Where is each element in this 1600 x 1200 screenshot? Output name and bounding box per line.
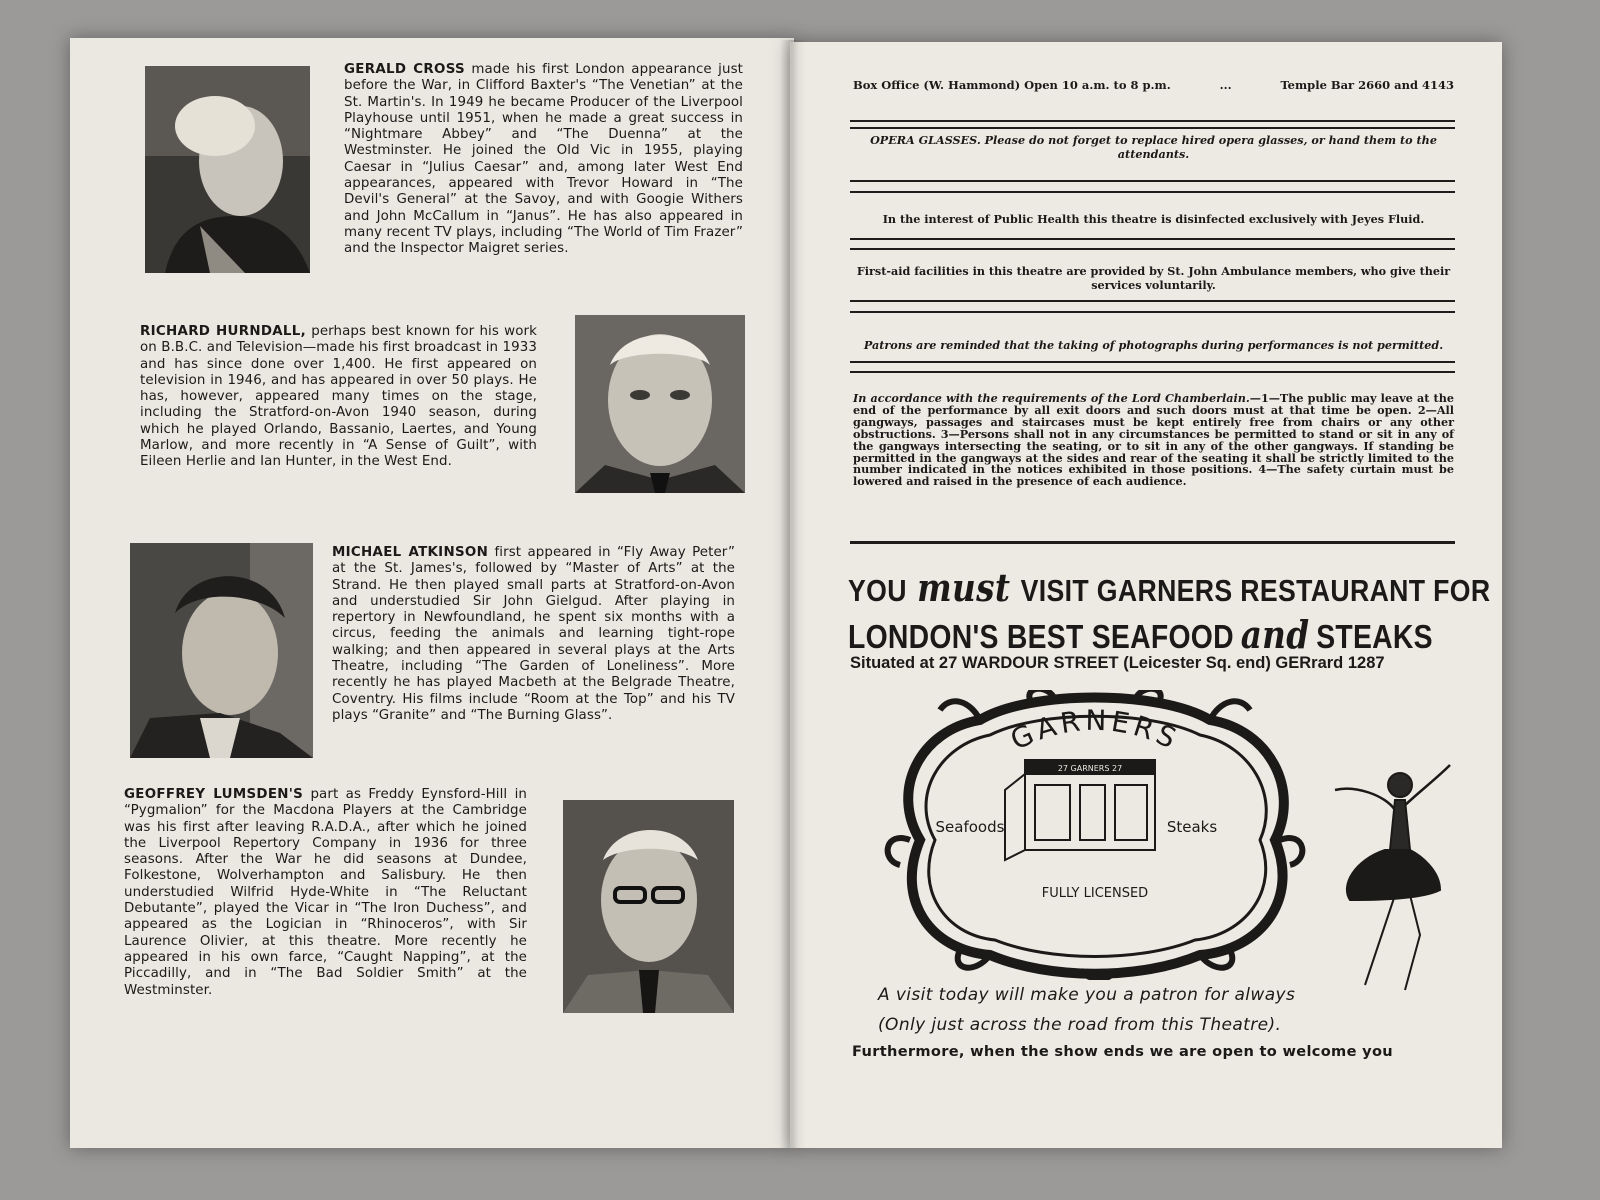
ad-address: Situated at 27 WARDOUR STREET (Leicester Sq. end) GERrard 1287 — [850, 654, 1385, 672]
bio-text: made his first London appearance just before the War, in Clifford Baxter's “The Venetian” at the St. Martin's. In 1949 he became Producer of the Liverpool Playhouse until 1951, when he made a great success in “Nightmare Abbey” and “The Duenna” at the Westminster. He joined the Old Vic in 1955, playing Caesar in “Julius Caesar” and, among later West End appearances, appeared with Trevor Howard in “The Devil's General” at the Savoy, and with Googie Withers and John McCallum in “Janus”. He has also appeared in many recent TV plays, including “The World of Tim Frazer” and the Inspector Maigret series. — [344, 62, 743, 257]
divider-rule — [850, 127, 1455, 129]
lord-chamberlain-rules-1: —1—The public may leave at the end of the performance by all exit doors and such doors must at that time be open. 2—All gangways, passages and staircases must be kept entirely free from chairs or — [853, 391, 1454, 429]
photo-michael-atkinson — [130, 543, 313, 758]
shopfront-sign: 27 GARNERS 27 — [1057, 764, 1123, 773]
bio-michael-atkinson — [332, 545, 735, 724]
lord-chamberlain-obstructions: any other obstructions. — [853, 414, 1454, 441]
ad-headline-steaks: STEAKS — [1316, 618, 1433, 655]
bio-name: MICHAEL ATKINSON — [332, 545, 489, 560]
box-office-phone: Temple Bar 2660 and 4143 — [1280, 78, 1454, 92]
divider-rule — [850, 191, 1455, 193]
bio-name: GEOFFREY LUMSDEN'S — [124, 787, 304, 802]
lord-chamberlain-intro: In accordance with the requirements of the Lord Chamberlain. — [853, 391, 1250, 405]
logo-name: GARNERS — [1005, 703, 1185, 757]
ad-headline-2 — [848, 612, 1433, 658]
box-office-notice — [853, 79, 1454, 93]
box-office-hours: Box Office (W. Hammond) Open 10 a.m. to 8 p.m. — [853, 78, 1171, 92]
logo-steaks: Steaks — [1166, 818, 1218, 836]
divider-rule — [850, 300, 1455, 302]
photographs-notice: Patrons are reminded that the taking of photographs during performances is not permitted. — [863, 338, 1444, 352]
divider-rule — [850, 311, 1455, 313]
photo-richard-hurndall — [575, 315, 745, 493]
ad-headline-1 — [848, 565, 1491, 611]
ad-headline-and: and — [1240, 612, 1310, 657]
public-health-notice: In the interest of Public Health this theatre is disinfected exclusively with Jeyes Fluid. — [882, 212, 1425, 226]
divider-rule — [850, 371, 1455, 373]
box-office-dots: ... — [1219, 78, 1232, 92]
ad-headline-visit: VISIT GARNERS RESTAURANT FOR — [1020, 573, 1491, 608]
bio-name: RICHARD HURNDALL, — [140, 324, 306, 339]
divider-rule — [850, 120, 1455, 122]
bio-text: first appeared in “Fly Away Peter” at the St. James's, followed by “Master of Arts” at the Strand. He then played small parts at Stratford-on-Avon and understudied Sir John Gielgud. After playing in repertory in Newfoundland, he spent six months with a circus, feeding the animals and learning tight-rope walking; and then appeared in several plays at the Arts Theatre, including “The Garden of Loneliness”. More recently he has played Macbeth at the Belgrade Theatre, Coventry. His films include “Room at the Top” and his TV plays “Granite” and “The Burning Glass”. — [332, 545, 735, 723]
ad-footer: Furthermore, when the show ends we are open to welcome you — [852, 1043, 1393, 1060]
bio-geoffrey-lumsden — [124, 787, 527, 999]
ad-tagline-2: (Only just across the road from this Theatre). — [878, 1015, 1282, 1035]
first-aid-notice: First-aid facilities in this theatre are provided by St. John Ambulance members, who give their services voluntarily. — [856, 264, 1451, 292]
ad-headline-you: YOU — [848, 573, 907, 608]
shopfront-illustration — [1005, 760, 1155, 860]
opera-glasses-label: OPERA GLASSES. — [870, 133, 981, 147]
lord-chamberlain-rules-2: 3—Persons shall not in any circumstances be permitted to stand or sit in any of the gangways intersecting the seating, or to sit in any of the other gangways. If standing be permitted in the gangways at the sides and rear of the seating it shall be strictly limited to the number indicated in the notices exhibited in those positions. 4—The safety curtain must be lowered and raised in the presence of each audience. — [853, 426, 1454, 489]
dancer-illustration — [1325, 760, 1460, 995]
divider-rule — [850, 238, 1455, 240]
book-spine — [780, 40, 806, 1148]
bio-text: part as Freddy Eynsford-Hill in “Pygmalion” for the Macdona Players at the Cambridge was his first after leaving R.A.D.A., after which he joined the Liverpool Repertory Company in 1936 for three seasons. After the War he did seasons at Dundee, Folkestone, Wolverhampton and Salisbury. He then understudied Wilfrid Hyde-White in “The Reluctant Debutante”, played the Vicar in “The Iron Duchess”, and appeared as the Logician in “Rhinoceros”, with Sir Laurence Olivier, at this theatre. More recently he appeared in his own farce, “Caught Napping”, at the Piccadilly, and in “The Bad Soldier Smith” at the Westminster. — [124, 787, 527, 998]
logo-seafoods: Seafoods — [935, 818, 1005, 836]
lord-chamberlain-notice — [853, 393, 1454, 488]
divider-rule — [850, 248, 1455, 250]
photo-gerald-cross — [145, 66, 310, 273]
divider-rule — [850, 541, 1455, 544]
divider-rule — [850, 180, 1455, 182]
bio-text: perhaps best known for his work on B.B.C. and Television—made his first broadcast in 1933 and has since done over 1,400. He first appeared on television in 1946, and has appeared in over 50 plays. He has, however, appeared many times on the stage, including the Stratford-on-Avon 1940 season, during which he played Orlando, Bassanio, Laertes, and Young Marlow, and more recently in “A Sense of Guilt”, with Eileen Herlie and Ian Hunter, in the West End. — [140, 324, 537, 470]
bio-name: GERALD CROSS — [344, 62, 465, 77]
ad-tagline-1: A visit today will make you a patron for always — [878, 985, 1296, 1005]
photo-geoffrey-lumsden — [563, 800, 734, 1013]
opera-glasses-notice — [853, 134, 1454, 161]
opera-glasses-text: Please do not forget to replace hired opera glasses, or hand them to the attendants. — [980, 133, 1437, 161]
ad-headline-seafood: LONDON'S BEST SEAFOOD — [848, 618, 1234, 655]
ad-headline-must: must — [917, 565, 1011, 610]
bio-gerald-cross — [344, 62, 743, 258]
divider-rule — [850, 361, 1455, 363]
logo-fully-licensed: FULLY LICENSED — [1041, 886, 1149, 901]
bio-richard-hurndall — [140, 324, 537, 471]
garners-logo — [880, 690, 1310, 980]
